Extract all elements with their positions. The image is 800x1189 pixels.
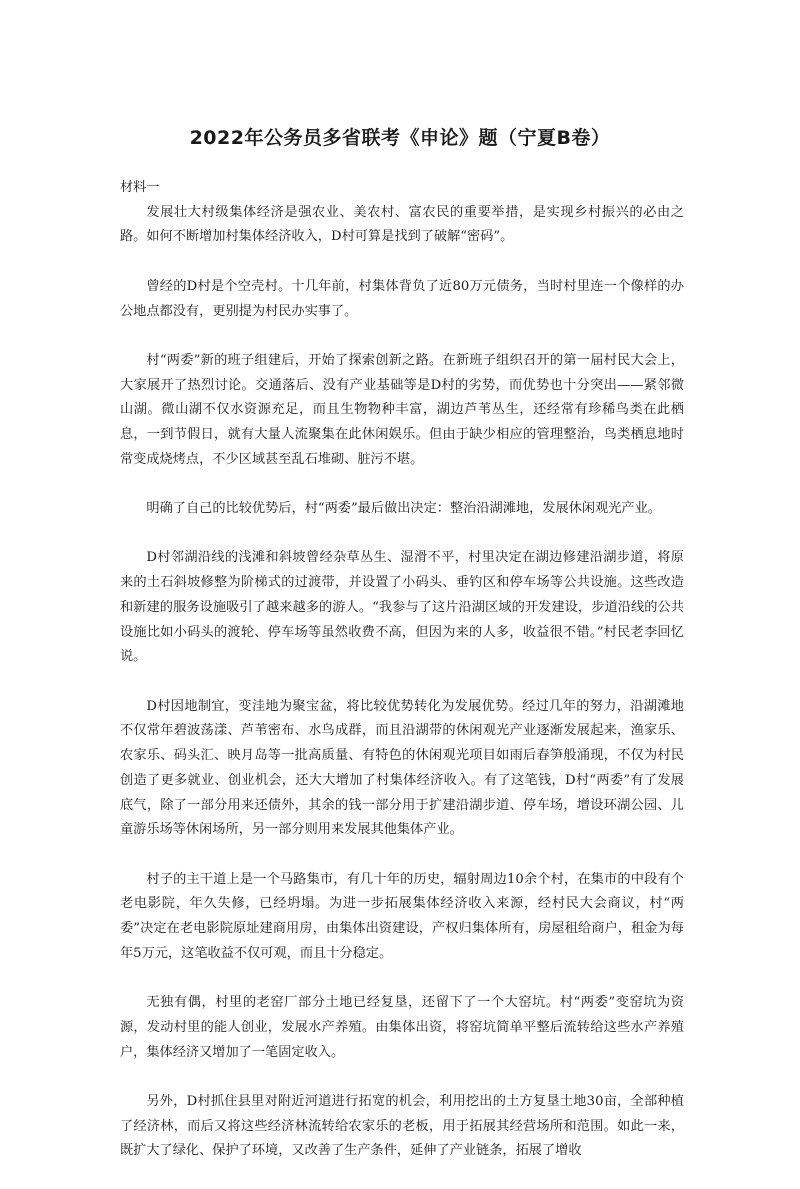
paragraph: 明确了自己的比较优势后，村“两委”最后做出决定：整治沿湖滩地，发展休闲观光产业。 — [146, 501, 661, 517]
section-label: 材料一 — [120, 180, 160, 195]
paragraph: 另外，D村抓住县里对附近河道进行拓宽的机会，利用挖出的土方复垦土地30亩，全部种植了经济林，而后又将这些经济林流转给农家乐的老板，用于拓展其经营场所和范围。如此一来，既扩大了绿化、保护了环境，又改善了生产条件，延伸了产业链条，拓展了增收 — [120, 1093, 684, 1159]
paragraph: 发展壮大村级集体经济是强农业、美农村、富农民的重要举措，是实现乡村振兴的必由之路。如何不断增加村集体经济收入，D村可算是找到了破解“密码”。 — [120, 204, 684, 245]
paragraph: 无独有偶，村里的老窑厂部分土地已经复垦，还留下了一个大窑坑。村“两委”变窑坑为资源，发动村里的能人创业，发展水产养殖。由集体出资，将窑坑简单平整后流转给这些水产养殖户，集体经济又增加了一笔固定收入。 — [120, 995, 684, 1060]
paragraph: 曾经的D村是个空壳村。十几年前，村集体背负了近80万元债务，当时村里连一个像样的办公地点都没有，更别提为村民办实事了。 — [120, 278, 684, 319]
paragraph: D村因地制宜，变洼地为聚宝盆，将比较优势转化为发展优势。经过几年的努力，沿湖滩地不仅常年碧波荡漾、芦苇密布、水鸟成群，而且沿湖带的休闲观光产业逐渐发展起来，渔家乐、农家乐、码头汇、映月岛等一批高质量、有特色的休闲观光项目如雨后春笋般涌现，不仅为村民创造了更多就业、创业机会，还大大增加了村集体经济收入。有了这笔钱，D村“两委”有了发展底气，除了一部分用来还债外，其余的钱一部分用于扩建沿湖步道、停车场，增设环湖公园、儿童游乐场等休闲场所，另一部分则用来发展其他集体产业。 — [120, 698, 684, 838]
document-body — [120, 176, 684, 1189]
paragraph: D村邻湖沿线的浅滩和斜坡曾经杂草丛生、湿滑不平，村里决定在湖边修建沿湖步道，将原来的土石斜坡修整为阶梯式的过渡带，并设置了小码头、垂钓区和停车场等公共设施。这些改造和新建的服务设施吸引了越来越多的游人。“我参与了这片沿湖区域的开发建设，步道沿线的公共设施比如小码头的渡轮、停车场等虽然收费不高，但因为来的人多，收益很不错。”村民老李回忆说。 — [120, 550, 684, 665]
page-title: 2022年公务员多省联考《申论》题（宁夏B卷） — [189, 127, 611, 149]
paragraph: 村子的主干道上是一个马路集市，有几十年的历史，辐射周边10余个村，在集市的中段有个老电影院，年久失修，已经坍塌。为进一步拓展集体经济收入来源，经村民大会商议，村“两委”决定在老电影院原址建商用房，由集体出资建设，产权归集体所有，房屋租给商户，租金为每年5万元，这笔收益不仅可观，而且十分稳定。 — [120, 871, 684, 961]
paragraph: 村“两委”新的班子组建后，开始了探索创新之路。在新班子组织召开的第一届村民大会上，大家展开了热烈讨论。交通落后、没有产业基础等是D村的劣势，而优势也十分突出——紧邻微山湖。微山湖不仅水资源充足，而且生物物种丰富，湖边芦苇丛生，还经常有珍稀鸟类在此栖息，一到节假日，就有大量人流聚集在此休闲娱乐。但由于缺少相应的管理整治，鸟类栖息地时常变成烧烤点，不少区域甚至乱石堆砌、脏污不堪。 — [120, 352, 684, 467]
